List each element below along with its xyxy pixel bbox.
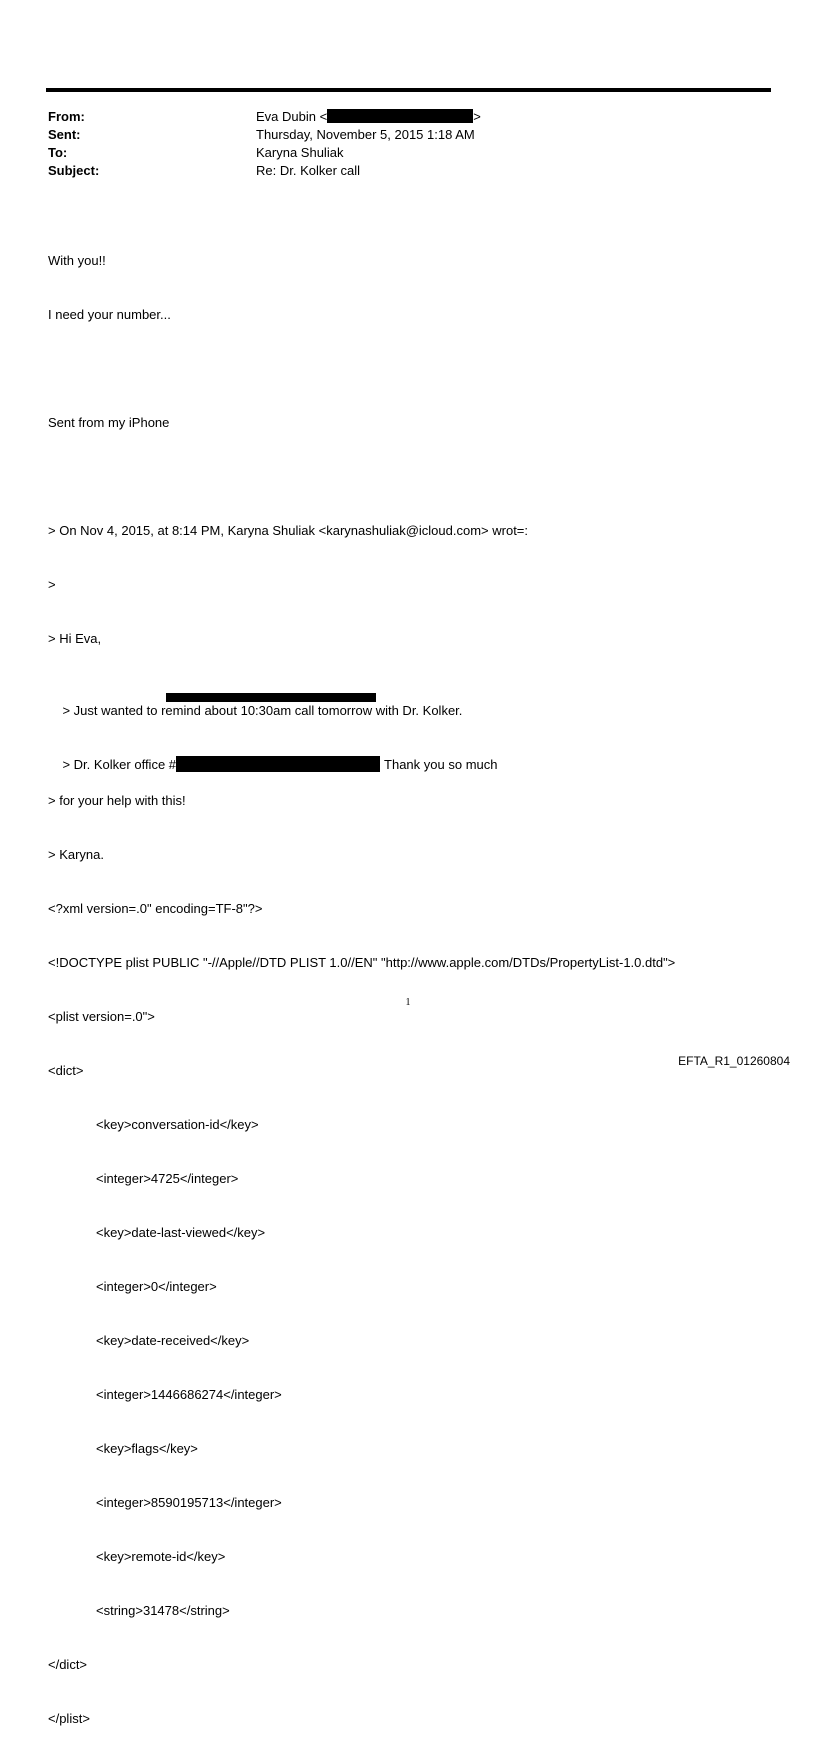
quoted-line: > On Nov 4, 2015, at 8:14 PM, Karyna Shuliak <karynashuliak@icloud.com> wrot=: [48, 523, 529, 538]
to-value: Karyna Shuliak [256, 145, 344, 160]
xml-line: </dict> [48, 1657, 88, 1672]
sent-label: Sent: [48, 127, 81, 142]
xml-line: <key>flags</key> [96, 1441, 198, 1456]
xml-line: <integer>1446686274</integer> [96, 1387, 282, 1402]
from-name: Eva Dubin < [256, 109, 328, 124]
from-tail: > [473, 109, 481, 124]
email-header [48, 108, 481, 180]
xml-line: <plist version=.0"> [48, 1009, 155, 1024]
quoted-line: > Hi Eva, [48, 631, 102, 646]
xml-line: <?xml version=.0" encoding=TF-8"?> [48, 901, 263, 916]
quoted-text: > Just wanted to remind about 10:30am call tomorrow with Dr. Kolker. [62, 703, 463, 718]
xml-line: <dict> [48, 1063, 84, 1078]
email-body [48, 216, 675, 1746]
from-row [48, 108, 481, 126]
redaction-bar [166, 693, 376, 702]
xml-line: <key>date-received</key> [96, 1333, 250, 1348]
quoted-line [48, 738, 675, 772]
xml-line: </plist> [48, 1711, 90, 1726]
subject-value: Re: Dr. Kolker call [256, 163, 361, 178]
page-number: 1 [405, 997, 411, 1008]
xml-line: <key>remote-id</key> [96, 1549, 226, 1564]
quoted-text: > Dr. Kolker office # [62, 757, 177, 772]
quoted-line: > [48, 577, 56, 592]
from-label: From: [48, 109, 85, 124]
xml-line: <string>31478</string> [96, 1603, 230, 1618]
xml-line: <integer>0</integer> [96, 1279, 217, 1294]
subject-label: Subject: [48, 163, 100, 178]
redaction-bar [327, 109, 473, 123]
to-row [48, 144, 481, 162]
quoted-line [48, 684, 675, 718]
subject-row [48, 162, 481, 180]
header-rule [46, 88, 771, 92]
sent-row [48, 126, 481, 144]
xml-line: <integer>4725</integer> [96, 1171, 239, 1186]
body-line: I need your number... [48, 307, 171, 322]
quoted-line: > for your help with this! [48, 793, 186, 808]
xml-line: <!DOCTYPE plist PUBLIC "-//Apple//DTD PLIST 1.0//EN" "http://www.apple.com/DTDs/PropertyList-1.0.dtd"> [48, 955, 676, 970]
signature-line: Sent from my iPhone [48, 415, 170, 430]
sent-value: Thursday, November 5, 2015 1:18 AM [256, 127, 475, 142]
quoted-text: Thank you so much [384, 757, 498, 772]
document-id: EFTA_R1_01260804 [678, 1054, 790, 1068]
body-line: With you!! [48, 253, 106, 268]
from-value [256, 108, 481, 126]
to-label: To: [48, 145, 68, 160]
quoted-line: > Karyna. [48, 847, 105, 862]
xml-line: <integer>8590195713</integer> [96, 1495, 282, 1510]
xml-line: <key>date-last-viewed</key> [96, 1225, 266, 1240]
redaction-bar [176, 756, 380, 772]
xml-line: <key>conversation-id</key> [96, 1117, 259, 1132]
